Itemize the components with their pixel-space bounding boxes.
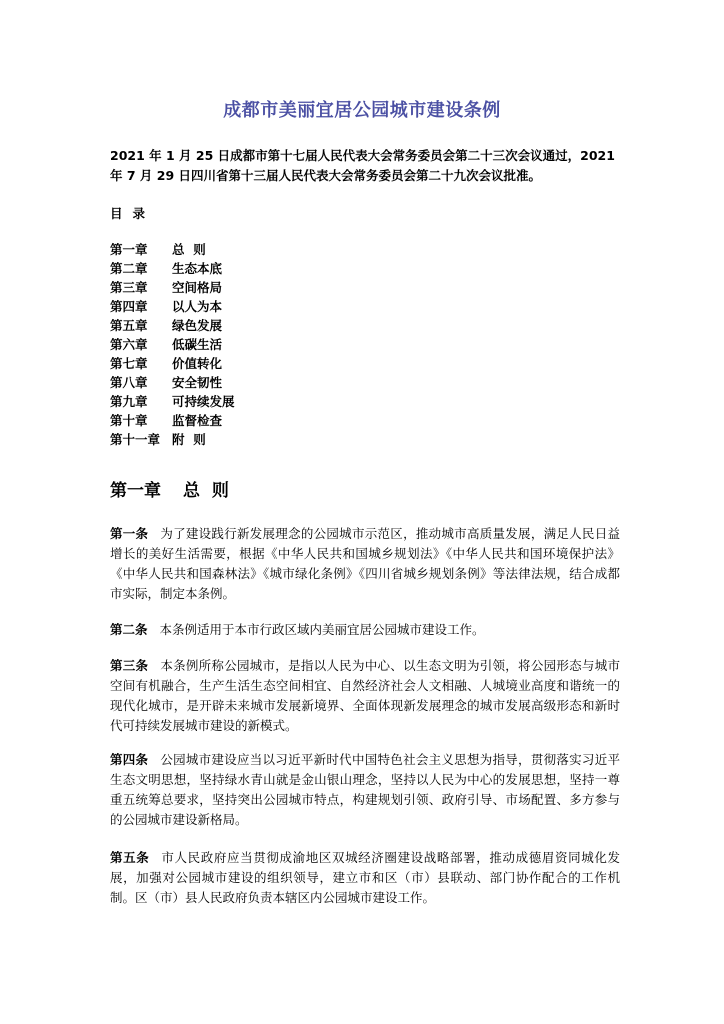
toc-item <box>110 297 235 316</box>
article <box>110 656 620 736</box>
toc-chapter-title: 价值转化 <box>172 356 223 371</box>
document-title: 成都市美丽宜居公园城市建设条例 <box>223 100 501 121</box>
chapter-heading <box>110 476 229 501</box>
toc-item <box>110 278 235 297</box>
article-label: 第一条 <box>110 526 149 541</box>
toc-item <box>110 240 235 259</box>
toc-chapter-number: 第十章 <box>110 413 148 428</box>
toc-item <box>110 411 235 430</box>
article-label: 第五条 <box>110 850 150 865</box>
table-of-contents <box>110 240 235 449</box>
article <box>110 848 620 908</box>
toc-chapter-title: 低碳生活 <box>172 337 223 352</box>
toc-chapter-number: 第九章 <box>110 394 148 409</box>
article <box>110 524 620 604</box>
article-text: 公园城市建设应当以习近平新时代中国特色社会主义思想为指导，贯彻落实习近平生态文明思想，坚持绿水青山就是金山银山理念，坚持以人民为中心的发展思想，坚持一尊重五统筹总要求，坚持突出公园城市特点，构建规划引领、政府引导、市场配置、多方参与的公园城市建设新格局。 <box>110 752 620 827</box>
toc-chapter-title: 安全韧性 <box>172 375 223 390</box>
chapter-number: 第一章 <box>110 481 161 501</box>
article-label: 第二条 <box>110 622 148 637</box>
article-text: 本条例适用于本市行政区域内美丽宜居公园城市建设工作。 <box>159 622 485 637</box>
toc-chapter-number: 第五章 <box>110 318 148 333</box>
toc-chapter-number: 第四章 <box>110 299 148 314</box>
toc-item <box>110 430 235 449</box>
article-text: 为了建设践行新发展理念的公园城市示范区，推动城市高质量发展，满足人民日益增长的美好生活需要，根据《中华人民共和国城乡规划法》《中华人民共和国环境保护法》《中华人民共和国森林法》《城市绿化条例》《四川省城乡规划条例》等法律法规，结合成都市实际，制定本条例。 <box>110 526 620 601</box>
adoption-note: 2021 年 1 月 25 日成都市第十七届人民代表大会常务委员会第二十三次会议通过，2021 年 7 月 29 日四川省第十三届人民代表大会常务委员会第二十九次会议批准。 <box>110 148 615 183</box>
toc-chapter-title: 以人为本 <box>172 299 223 314</box>
article-label: 第三条 <box>110 658 149 673</box>
toc-chapter-number: 第六章 <box>110 337 148 352</box>
toc-item <box>110 392 235 411</box>
article-label: 第四条 <box>110 752 149 767</box>
toc-chapter-number: 第一章 <box>110 242 148 257</box>
toc-chapter-title: 空间格局 <box>172 280 223 295</box>
article <box>110 620 620 640</box>
article-text: 本条例所称公园城市，是指以人民为中心、以生态文明为引领，将公园形态与城市空间有机融合，生产生活生态空间相宜、自然经济社会人文相融、人城境业高度和谐统一的现代化城市，是开辟未来城市发展新境界、全面体现新发展理念的城市发展高级形态和新时代可持续发展城市建设的新模式。 <box>110 658 620 733</box>
toc-item <box>110 373 235 392</box>
toc-chapter-title: 绿色发展 <box>172 318 223 333</box>
article <box>110 750 620 830</box>
toc-chapter-title: 总 则 <box>172 242 206 257</box>
toc-heading: 目录 <box>110 206 156 221</box>
toc-chapter-number: 第二章 <box>110 261 148 276</box>
toc-chapter-title: 监督检查 <box>172 413 223 428</box>
toc-chapter-number: 第三章 <box>110 280 148 295</box>
toc-chapter-number: 第十一章 <box>110 432 161 447</box>
toc-chapter-number: 第八章 <box>110 375 148 390</box>
toc-item <box>110 316 235 335</box>
toc-chapter-title: 附 则 <box>172 432 206 447</box>
toc-chapter-title: 生态本底 <box>172 261 223 276</box>
article-text: 市人民政府应当贯彻成渝地区双城经济圈建设战略部署，推动成德眉资同城化发展，加强对公园城市建设的组织领导，建立市和区（市）县联动、部门协作配合的工作机制。区（市）县人民政府负责本辖区内公园城市建设工作。 <box>110 850 620 905</box>
toc-item <box>110 335 235 354</box>
chapter-title: 总 则 <box>183 481 229 501</box>
toc-item <box>110 354 235 373</box>
toc-chapter-title: 可持续发展 <box>172 394 235 409</box>
toc-item <box>110 259 235 278</box>
toc-chapter-number: 第七章 <box>110 356 148 371</box>
